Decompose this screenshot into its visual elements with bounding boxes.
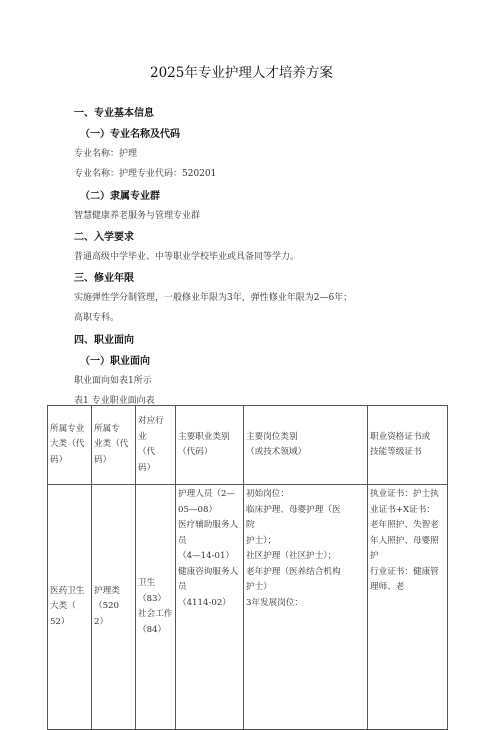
header-certificates: 职业资格证书或 技能等级证书 <box>368 406 448 485</box>
study-years-line-2: 高职专科。 <box>74 313 120 323</box>
section-entry-requirement: 二、入学要求 <box>74 232 134 243</box>
major-code: 专业名称：护理专业代码：520201 <box>74 169 217 179</box>
cell-certificates: 执业证书：护士执 业证书+X证书： 老年照护、失智老 年人照护、母婴照 护 行业证书：健康管 理师、老 <box>368 485 448 730</box>
header-industry: 对应行 业 （代 码） <box>136 406 176 485</box>
cell-subcategory: 护理类 （520 2） <box>92 485 136 730</box>
section-career-orientation: 四、职业面向 <box>74 335 134 346</box>
career-orientation-table <box>47 405 448 730</box>
header-positions: 主要岗位类别 （或技术领域） <box>244 406 368 485</box>
major-group: 智慧健康养老服务与管理专业群 <box>74 211 201 221</box>
table-row <box>48 485 448 730</box>
entry-requirement: 普通高级中学毕业、中等职业学校毕业或具备同等学力。 <box>74 252 300 262</box>
section-study-years: 三、修业年限 <box>74 273 134 284</box>
cell-positions: 初始岗位： 临床护理、母婴护理（医 院 护士）； 社区护理（社区护士）； 老年护理（医养结合机构 护士） 3年发展岗位： <box>244 485 368 730</box>
section-basic-info: 一、专业基本信息 <box>74 108 154 119</box>
subsection-career-orientation: （一）职业面向 <box>80 356 150 367</box>
subsection-major-group: （二）隶属专业群 <box>80 191 160 202</box>
major-name: 专业名称：护理 <box>74 149 138 159</box>
cell-category: 医药卫生 大类（ 52） <box>48 485 92 730</box>
header-category: 所属专业 大类（代 码） <box>48 406 92 485</box>
header-occupation: 主要职业类别 （代码） <box>176 406 244 485</box>
cell-occupation: 护理人员（2— 05—08） 医疗辅助服务人 员 （4—14-01） 健康咨询服务人 员 （4114-02） <box>176 485 244 730</box>
table-caption: 表1 专业职业面向表 <box>74 396 155 406</box>
cell-industry: 卫生 （83） 社会工作 （84） <box>136 485 176 730</box>
document-title: 2025年专业护理人才培养方案 <box>150 65 333 81</box>
table-header-row <box>48 406 448 485</box>
study-years-line-1: 实施弹性学分制管理，一般修业年限为3年，弹性修业年限为2—6年； <box>74 293 353 303</box>
table-reference: 职业面向如表1所示 <box>74 376 152 386</box>
subsection-name-code: （一）专业名称及代码 <box>80 129 180 140</box>
header-subcategory: 所属专 业类（代 码） <box>92 406 136 485</box>
